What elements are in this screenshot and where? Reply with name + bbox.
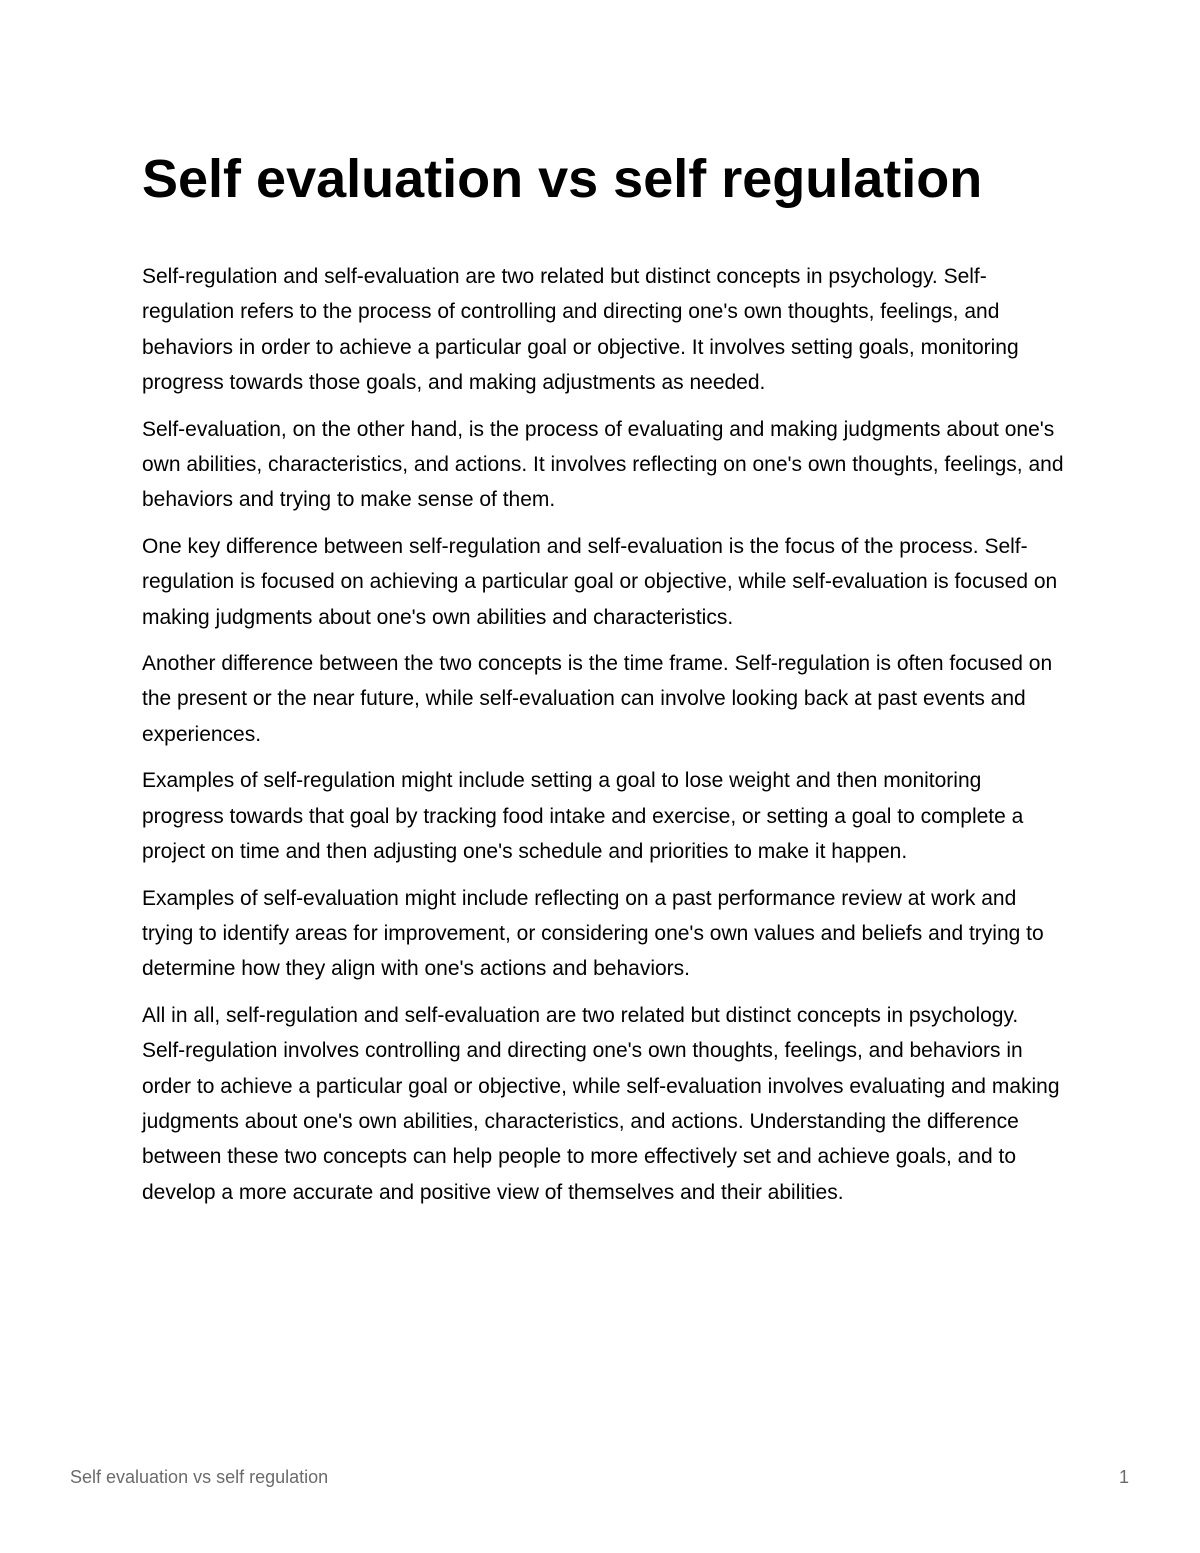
document-content	[142, 146, 1067, 1221]
footer-document-title: Self evaluation vs self regulation	[70, 1467, 329, 1487]
paragraph: Examples of self-regulation might include setting a goal to lose weight and then monitoring progress towards that goal by tracking food intake and exercise, or setting a goal to complete a project on time and then adjusting one's schedule and priorities to make it happen.	[142, 769, 1024, 864]
paragraph: Self-regulation and self-evaluation are two related but distinct concepts in psychology. Self-regulation refers to the process of controlling and directing one's own thoughts, feelings, and behaviors in order to achieve a particular goal or objective. It involves setting goals, monitoring progress towards those goals, and making adjustments as needed.	[142, 265, 1019, 395]
paragraph: Examples of self-evaluation might include reflecting on a past performance review at work and trying to identify areas for improvement, or considering one's own values and beliefs and trying to determine how they align with one's actions and behaviors.	[142, 886, 1044, 981]
document-body	[142, 259, 1067, 1210]
paragraph: All in all, self-regulation and self-evaluation are two related but distinct concepts in psychology. Self-regulation involves controlling and directing one's own thoughts, feelings, and behaviors in order to achieve a particular goal or objective, while self-evaluation involves evaluating and making judgments about one's own abilities, characteristics, and actions. Understanding the difference between these two concepts can help people to more effectively set and achieve goals, and to develop a more accurate and positive view of themselves and their abilities.	[142, 1003, 1060, 1204]
paragraph: One key difference between self-regulation and self-evaluation is the focus of the process. Self-regulation is focused on achieving a particular goal or objective, while self-evaluation is focused on making judgments about one's own abilities and characteristics.	[142, 534, 1058, 629]
document-title: Self evaluation vs self regulation	[142, 149, 983, 209]
paragraph: Self-evaluation, on the other hand, is the process of evaluating and making judgments about one's own abilities, characteristics, and actions. It involves reflecting on one's own thoughts, feelings, and behaviors and trying to make sense of them.	[142, 417, 1064, 512]
paragraph: Another difference between the two concepts is the time frame. Self-regulation is often focused on the present or the near future, while self-evaluation can involve looking back at past events and experiences.	[142, 652, 1053, 746]
footer-page-number: 1	[1118, 1467, 1129, 1487]
